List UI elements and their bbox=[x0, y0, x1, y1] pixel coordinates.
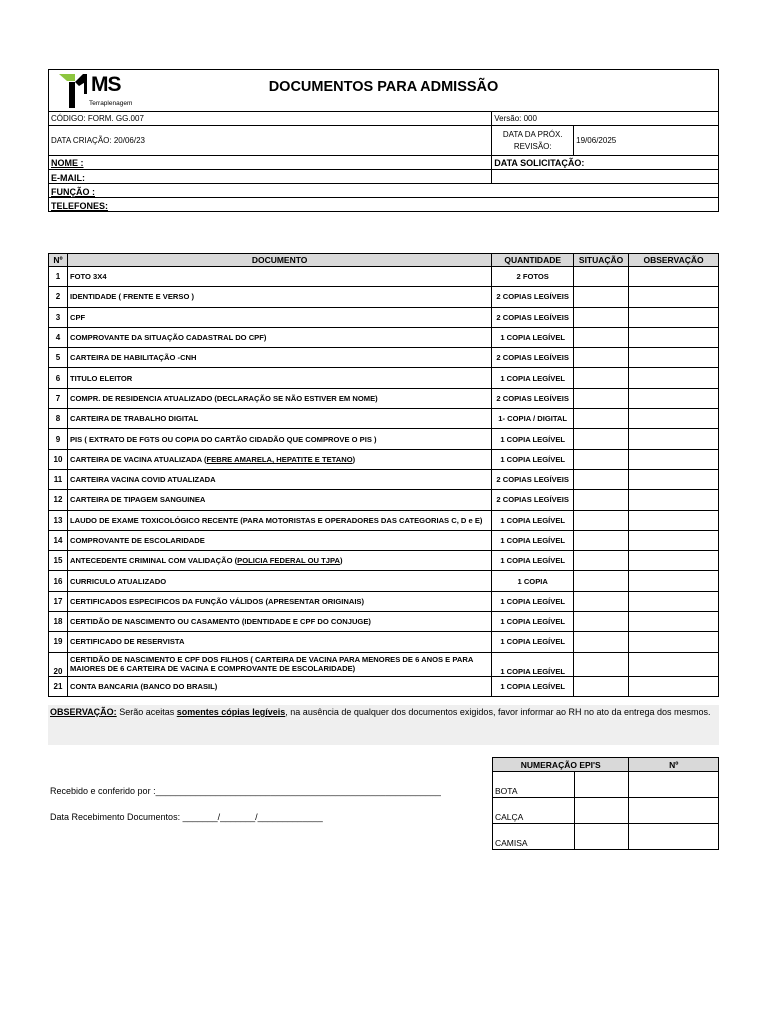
row-quantity: 2 COPIAS LEGÍVEIS bbox=[492, 287, 574, 307]
row-document bbox=[67, 632, 491, 652]
documents-table-body bbox=[49, 267, 719, 697]
row-observacao[interactable] bbox=[629, 612, 719, 632]
versao-cell: Versão: 000 bbox=[492, 112, 719, 126]
row-situacao[interactable] bbox=[574, 591, 629, 611]
row-quantity: 1 COPIA LEGÍVEL bbox=[492, 632, 574, 652]
row-document-text: PIS ( EXTRATO DE FGTS OU COPIA DO CARTÃO CIDADÃO QUE COMPROVE O PIS ) bbox=[69, 434, 377, 444]
row-quantity: 1 COPIA LEGÍVEL bbox=[492, 591, 574, 611]
nome-label: NOME : bbox=[49, 156, 492, 170]
row-quantity: 1- COPIA / DIGITAL bbox=[492, 409, 574, 429]
row-quantity: 1 COPIA LEGÍVEL bbox=[492, 551, 574, 571]
table-row bbox=[49, 388, 719, 408]
row-quantity: 1 COPIA LEGÍVEL bbox=[492, 368, 574, 388]
row-quantity: 1 COPIA LEGÍVEL bbox=[492, 676, 574, 696]
row-situacao[interactable] bbox=[574, 490, 629, 510]
row-number: 16 bbox=[49, 571, 68, 591]
row-quantity: 2 COPIAS LEGÍVEIS bbox=[492, 490, 574, 510]
row-observacao[interactable] bbox=[629, 510, 719, 530]
row-document-text: FOTO 3X4 bbox=[69, 272, 107, 282]
row-quantity: 2 COPIAS LEGÍVEIS bbox=[492, 388, 574, 408]
title-row bbox=[49, 70, 719, 112]
epi-table bbox=[492, 757, 719, 850]
row-document-text: CONTA BANCARIA (BANCO DO BRASIL) bbox=[69, 681, 218, 691]
row-document-text: CERTIDÃO DE NASCIMENTO OU CASAMENTO (IDENTIDADE E CPF DO CONJUGE) bbox=[69, 617, 371, 627]
row-observacao[interactable] bbox=[629, 409, 719, 429]
data-prox-revisao-label: DATA DA PRÓX. REVISÃO: bbox=[492, 126, 574, 156]
table-row bbox=[49, 348, 719, 368]
data-prox-revisao-value: 19/06/2025 bbox=[574, 126, 719, 156]
col-header-num: Nº bbox=[49, 254, 68, 267]
row-document bbox=[67, 652, 491, 676]
row-number: 20 bbox=[49, 652, 68, 676]
row-document bbox=[67, 551, 491, 571]
row-situacao[interactable] bbox=[574, 571, 629, 591]
epi-bota-num[interactable] bbox=[629, 772, 719, 798]
col-header-situacao: SITUAÇÃO bbox=[574, 254, 629, 267]
row-situacao[interactable] bbox=[574, 327, 629, 347]
epi-item-camisa: CAMISA bbox=[493, 824, 575, 850]
row-observacao[interactable] bbox=[629, 388, 719, 408]
codigo-cell: CÓDIGO: FORM. GG.007 bbox=[49, 112, 492, 126]
table-row bbox=[49, 449, 719, 469]
table-row bbox=[49, 327, 719, 347]
observation-text-1: Serão aceitas bbox=[116, 707, 177, 717]
epi-calca-cell[interactable] bbox=[574, 798, 629, 824]
observation-box bbox=[48, 705, 719, 745]
row-document bbox=[67, 490, 491, 510]
row-document-text: CARTEIRA VACINA COVID ATUALIZADA bbox=[69, 475, 216, 485]
row-situacao[interactable] bbox=[574, 307, 629, 327]
row-document-underlined: FEBRE AMARELA, HEPATITE E TETANO bbox=[206, 454, 353, 464]
recebido-line[interactable]: Recebido e conferido por :_________________________________________________________ bbox=[50, 786, 441, 796]
logo-subtext: Terraplenagem bbox=[89, 100, 133, 107]
row-number: 12 bbox=[49, 490, 68, 510]
table-row bbox=[49, 368, 719, 388]
table-row bbox=[49, 267, 719, 287]
observation-label: OBSERVAÇÃO: bbox=[50, 707, 117, 717]
row-observacao[interactable] bbox=[629, 551, 719, 571]
row-number: 17 bbox=[49, 591, 68, 611]
row-document-text: COMPR. DE RESIDENCIA ATUALIZADO (DECLARAÇÃO SE NÃO ESTIVER EM NOME) bbox=[69, 393, 378, 403]
row-document bbox=[67, 429, 491, 449]
row-situacao[interactable] bbox=[574, 652, 629, 676]
row-document bbox=[67, 388, 491, 408]
row-situacao[interactable] bbox=[574, 409, 629, 429]
row-situacao[interactable] bbox=[574, 551, 629, 571]
row-number: 18 bbox=[49, 612, 68, 632]
row-observacao[interactable] bbox=[629, 571, 719, 591]
table-row bbox=[49, 490, 719, 510]
row-document bbox=[67, 267, 491, 287]
row-number: 5 bbox=[49, 348, 68, 368]
row-quantity: 1 COPIA LEGÍVEL bbox=[492, 530, 574, 550]
data-solicitacao-label: DATA SOLICITAÇÃO: bbox=[492, 156, 719, 170]
row-document-text: CERTIDÃO DE NASCIMENTO E CPF DOS FILHOS ( CARTEIRA DE VACINA PARA MENORES DE 6 ANOS E PARA MAIORES DE 6 CARTEIRA DE VACINA E COMPROVANTE DE ESCOLARIDADE) bbox=[69, 655, 474, 674]
row-situacao[interactable] bbox=[574, 632, 629, 652]
row-situacao[interactable] bbox=[574, 348, 629, 368]
table-row bbox=[49, 612, 719, 632]
row-observacao[interactable] bbox=[629, 652, 719, 676]
row-document bbox=[67, 409, 491, 429]
row-document bbox=[67, 307, 491, 327]
table-row bbox=[49, 307, 719, 327]
row-number: 10 bbox=[49, 449, 68, 469]
row-observacao[interactable] bbox=[629, 429, 719, 449]
row-document bbox=[67, 449, 491, 469]
row-situacao[interactable] bbox=[574, 287, 629, 307]
row-quantity: 1 COPIA LEGÍVEL bbox=[492, 510, 574, 530]
row-situacao[interactable] bbox=[574, 388, 629, 408]
row-number: 3 bbox=[49, 307, 68, 327]
table-row bbox=[49, 591, 719, 611]
row-situacao[interactable] bbox=[574, 469, 629, 489]
row-document-text: ANTECEDENTE CRIMINAL COM VALIDAÇÃO ( bbox=[69, 556, 238, 566]
row-quantity: 1 COPIA LEGÍVEL bbox=[492, 429, 574, 449]
row-document-text: CARTEIRA DE TRABALHO DIGITAL bbox=[69, 414, 199, 424]
table-row bbox=[49, 632, 719, 652]
row-quantity: 2 COPIAS LEGÍVEIS bbox=[492, 348, 574, 368]
header-table bbox=[48, 69, 719, 212]
row-observacao[interactable] bbox=[629, 632, 719, 652]
table-row bbox=[49, 510, 719, 530]
row-number: 11 bbox=[49, 469, 68, 489]
row-number: 9 bbox=[49, 429, 68, 449]
col-header-quantidade: QUANTIDADE bbox=[492, 254, 574, 267]
row-document bbox=[67, 591, 491, 611]
row-document bbox=[67, 287, 491, 307]
row-observacao[interactable] bbox=[629, 287, 719, 307]
row-document bbox=[67, 510, 491, 530]
row-situacao[interactable] bbox=[574, 530, 629, 550]
logo-text: MS bbox=[91, 73, 121, 96]
epi-header-num: Nº bbox=[629, 758, 719, 772]
table-row bbox=[49, 530, 719, 550]
row-situacao[interactable] bbox=[574, 676, 629, 696]
row-observacao[interactable] bbox=[629, 267, 719, 287]
epi-camisa-num[interactable] bbox=[629, 824, 719, 850]
epi-calca-num[interactable] bbox=[629, 798, 719, 824]
row-quantity: 1 COPIA LEGÍVEL bbox=[492, 327, 574, 347]
row-observacao[interactable] bbox=[629, 449, 719, 469]
row-quantity: 1 COPIA LEGÍVEL bbox=[492, 449, 574, 469]
row-quantity: 1 COPIA LEGÍVEL bbox=[492, 612, 574, 632]
epi-bota-cell[interactable] bbox=[574, 772, 629, 798]
row-quantity: 1 COPIA bbox=[492, 571, 574, 591]
row-document bbox=[67, 571, 491, 591]
row-situacao[interactable] bbox=[574, 449, 629, 469]
row-document-text: COMPROVANTE DE ESCOLARIDADE bbox=[69, 536, 205, 545]
row-document-text: TITULO ELEITOR bbox=[69, 373, 133, 383]
row-document bbox=[67, 469, 491, 489]
email-extra-cell[interactable] bbox=[492, 170, 719, 184]
row-document-after: ) bbox=[352, 454, 356, 464]
row-number: 7 bbox=[49, 388, 68, 408]
row-document bbox=[67, 676, 491, 696]
row-document-after: ) bbox=[339, 556, 343, 566]
col-header-observacao: OBSERVAÇÃO bbox=[629, 254, 719, 267]
row-quantity: 2 FOTOS bbox=[492, 267, 574, 287]
row-number: 1 bbox=[49, 267, 68, 287]
row-observacao[interactable] bbox=[629, 530, 719, 550]
observation-text-2: , na ausência de qualquer dos documentos exigidos, favor informar ao RH no ato da entrega dos mesmos. bbox=[285, 707, 711, 717]
table-row bbox=[49, 676, 719, 696]
col-header-documento: DOCUMENTO bbox=[67, 254, 491, 267]
row-number: 14 bbox=[49, 530, 68, 550]
table-row bbox=[49, 469, 719, 489]
row-observacao[interactable] bbox=[629, 368, 719, 388]
row-number: 2 bbox=[49, 287, 68, 307]
row-document bbox=[67, 327, 491, 347]
table-row bbox=[49, 652, 719, 676]
row-document-text: CERTIFICADOS ESPECIFICOS DA FUNÇÃO VÁLIDOS (APRESENTAR ORIGINAIS) bbox=[69, 596, 365, 606]
row-quantity: 2 COPIAS LEGÍVEIS bbox=[492, 469, 574, 489]
row-observacao[interactable] bbox=[629, 469, 719, 489]
table-row bbox=[49, 287, 719, 307]
telefones-label: TELEFONES: bbox=[49, 198, 719, 212]
row-situacao[interactable] bbox=[574, 368, 629, 388]
row-observacao[interactable] bbox=[629, 307, 719, 327]
row-observacao[interactable] bbox=[629, 591, 719, 611]
row-number: 4 bbox=[49, 327, 68, 347]
row-document bbox=[67, 530, 491, 550]
epi-header-numeracao: NUMERAÇÃO EPI'S bbox=[493, 758, 629, 772]
row-document bbox=[67, 612, 491, 632]
row-situacao[interactable] bbox=[574, 510, 629, 530]
row-situacao[interactable] bbox=[574, 429, 629, 449]
page-title: DOCUMENTOS PARA ADMISSÃO bbox=[268, 79, 499, 95]
row-situacao[interactable] bbox=[574, 612, 629, 632]
data-criacao-cell: DATA CRIAÇÃO: 20/06/23 bbox=[49, 126, 492, 156]
row-document-text: CARTEIRA DE HABILITAÇÃO -CNH bbox=[69, 353, 197, 363]
table-row bbox=[49, 571, 719, 591]
row-document bbox=[67, 348, 491, 368]
row-observacao[interactable] bbox=[629, 490, 719, 510]
row-document bbox=[67, 368, 491, 388]
row-document-text: LAUDO DE EXAME TOXICOLÓGICO RECENTE (PARA MOTORISTAS E OPERADORES DAS CATEGORIAS C, D e E) bbox=[69, 515, 483, 525]
epi-item-bota: BOTA bbox=[493, 772, 575, 798]
row-document-text: CURRICULO ATUALIZADO bbox=[69, 576, 167, 586]
table-row bbox=[49, 429, 719, 449]
row-document-text: CARTEIRA DE VACINA ATUALIZADA ( bbox=[69, 454, 207, 464]
row-observacao[interactable] bbox=[629, 327, 719, 347]
row-document-text: CPF bbox=[69, 312, 86, 322]
row-quantity: 1 COPIA LEGÍVEL bbox=[492, 652, 574, 676]
row-document-text: CERTIFICADO DE RESERVISTA bbox=[69, 637, 185, 647]
row-observacao[interactable] bbox=[629, 676, 719, 696]
table-row bbox=[49, 409, 719, 429]
row-number: 6 bbox=[49, 368, 68, 388]
row-number: 21 bbox=[49, 676, 68, 696]
row-document-underlined: POLICIA FEDERAL OU TJPA bbox=[237, 556, 340, 566]
email-label: E-MAIL: bbox=[49, 170, 492, 184]
funcao-label: FUNÇÃO : bbox=[49, 184, 719, 198]
epi-camisa-cell[interactable] bbox=[574, 824, 629, 850]
row-number: 19 bbox=[49, 632, 68, 652]
row-number: 15 bbox=[49, 551, 68, 571]
row-number: 8 bbox=[49, 409, 68, 429]
documents-table bbox=[48, 253, 719, 697]
row-document-text: CARTEIRA DE TIPAGEM SANGUINEA bbox=[69, 495, 206, 505]
documents-table-header bbox=[49, 254, 719, 267]
row-document-text: COMPROVANTE DA SITUAÇÃO CADASTRAL DO CPF) bbox=[69, 333, 267, 343]
observation-bold: somentes cópias legíveis bbox=[176, 707, 286, 717]
row-situacao[interactable] bbox=[574, 267, 629, 287]
data-recebimento-line[interactable]: Data Recebimento Documentos: _______/_______/_____________ bbox=[50, 812, 323, 822]
table-row bbox=[49, 551, 719, 571]
row-quantity: 2 COPIAS LEGÍVEIS bbox=[492, 307, 574, 327]
epi-item-calca: CALÇA bbox=[493, 798, 575, 824]
row-observacao[interactable] bbox=[629, 348, 719, 368]
row-number: 13 bbox=[49, 510, 68, 530]
row-document-text: IDENTIDADE ( FRENTE E VERSO ) bbox=[69, 292, 195, 302]
